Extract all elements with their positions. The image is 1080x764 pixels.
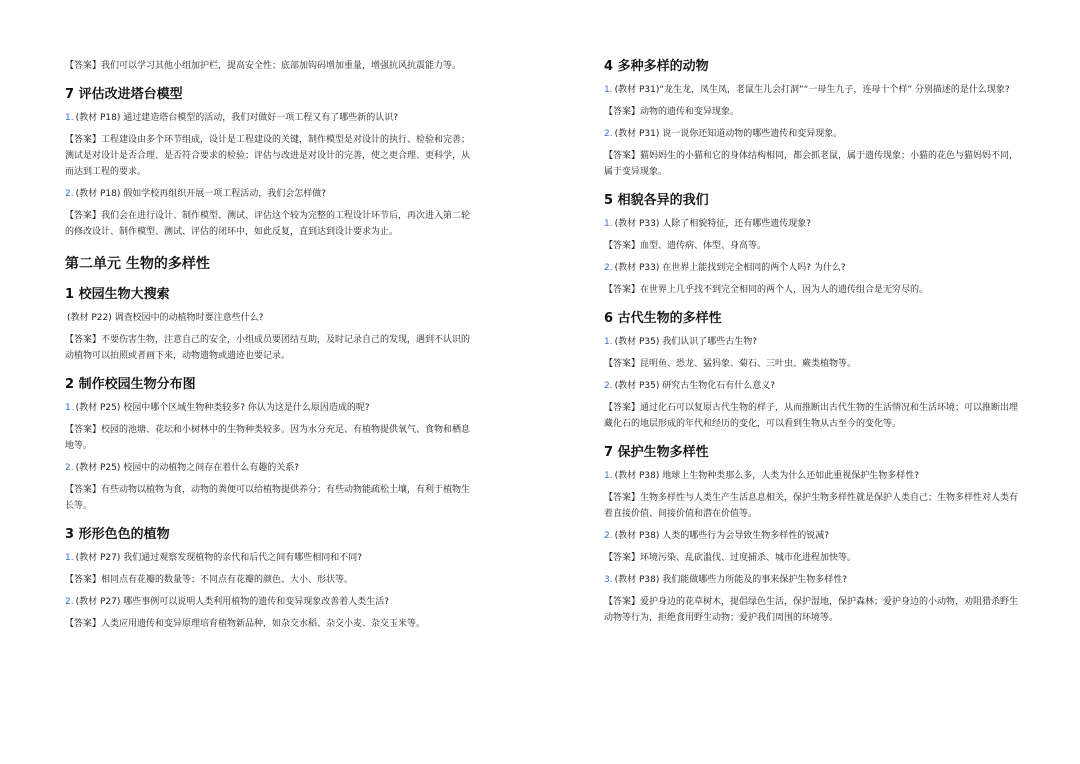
right-answer-text: 【答案】生物多样性与人类生产生活息息相关，保护生物多样性就是保护人类自己；生物多样性对人类有着直接价值、间接价值和潜在价值等。 [604, 493, 1019, 519]
question-text: (教材 P18) 假如学校再组织开展一项工程活动，我们会怎样做? [75, 189, 326, 199]
question-number: 1. [65, 553, 74, 563]
question-text: (教材 P35) 我们认识了哪些古生物? [614, 337, 757, 347]
right-answer-text: 【答案】动物的遗传和变异现象。 [604, 107, 740, 117]
left-question [65, 400, 477, 416]
left-question [65, 460, 477, 476]
right-question [604, 126, 1018, 142]
question-number: 1. [65, 403, 74, 413]
question-text: (教材 P38) 人类的哪些行为会导致生物多样性的锐减? [614, 531, 829, 541]
question-number: 1. [604, 219, 613, 229]
left-question [65, 186, 477, 202]
right-answer-text: 【答案】在世界上几乎找不到完全相同的两个人，因为人的遗传组合是无穷尽的。 [604, 285, 929, 295]
question-text: (教材 P35) 研究古生物化石有什么意义? [614, 381, 775, 391]
right-answer-text: 【答案】通过化石可以复原古代生物的样子，从而推断出古代生物的生活情况和生活环境；可以推断出埋藏化石的地层形成的年代和经历的变化，可以看到生物从古至今的变化等。 [604, 403, 1019, 429]
left-answer-text: 【答案】我们会在进行设计、制作模型、测试、评估这个较为完整的工程设计环节后，再次进入第二轮的修改设计、制作模型、测试、评估的闭环中，如此反复，直到达到设计要求为止。 [65, 211, 471, 237]
question-text: (教材 P31)“龙生龙，凤生凤，老鼠生儿会打洞”“一母生九子，连母十个样” 分别描述的是什么现象? [614, 85, 1010, 95]
question-number: 2. [65, 597, 74, 607]
right-lesson-heading: 6 古代生物的多样性 [604, 311, 722, 326]
right-question [604, 82, 1018, 98]
left-answer-text: 【答案】人类应用遗传和变异原理培育植物新品种，如杂交水稻、杂交小麦、杂交玉米等。 [65, 619, 426, 629]
question-number: 1. [604, 471, 613, 481]
right-question [604, 572, 1018, 588]
question-number: 1. [604, 337, 613, 347]
left-question [65, 594, 477, 610]
left-lesson-heading: 2 制作校园生物分布图 [65, 377, 196, 392]
question-number: 2. [604, 381, 613, 391]
question-text: (教材 P22) 调查校园中的动植物时要注意些什么? [67, 313, 264, 323]
right-lesson-heading: 4 多种多样的动物 [604, 59, 709, 74]
right-answer-text: 【答案】爱护身边的花草树木，提倡绿色生活，保护湿地，保护森林；爱护身边的小动物，劝阻猎杀野生动物等行为，拒绝食用野生动物；爱护我们周围的环境等。 [604, 597, 1019, 623]
right-question [604, 468, 1018, 484]
left-answer-text: 【答案】工程建设由多个环节组成，设计是工程建设的关键，制作模型是对设计的执行、检验和完善；测试是对设计是否合理、是否符合要求的检验；评估与改进是对设计的完善，使之更合理、更科学，从而达到工程的要求。 [65, 135, 471, 177]
left-answer-text: 【答案】我们可以学习其他小组加护栏，提高安全性；底部加钩码增加重量，增强抗风抗震能力等。 [65, 61, 462, 71]
right-answer-text: 【答案】猫妈妈生的小猫和它的身体结构相同，都会抓老鼠，属于遗传现象；小猫的花色与猫妈妈不同，属于变异现象。 [604, 151, 1019, 177]
left-answer-text: 【答案】校园的池塘、花坛和小树林中的生物种类较多。因为水分充足、有植物提供氧气、食物和栖息地等。 [65, 425, 471, 451]
question-number: 1. [65, 113, 74, 123]
question-text: (教材 P31) 说一说你还知道动物的哪些遗传和变异现象。 [614, 129, 843, 139]
question-number: 2. [604, 129, 613, 139]
left-lesson-heading: 7 评估改进塔台模型 [65, 87, 183, 102]
right-question [604, 334, 1018, 350]
question-text: (教材 P38) 地球上生物种类那么多，人类为什么还如此重视保护生物多样性? [614, 471, 919, 481]
question-text: (教材 P25) 校园中的动植物之间存在着什么有趣的关系? [75, 463, 299, 473]
question-text: (教材 P38) 我们能做哪些力所能及的事来保护生物多样性? [614, 575, 847, 585]
left-lesson-heading: 3 形形色色的植物 [65, 527, 170, 542]
left-answer-text: 【答案】相同点有花瓣的数量等；不同点有花瓣的颜色、大小、形状等。 [65, 575, 354, 585]
right-question [604, 528, 1018, 544]
left-answer-text: 【答案】有些动物以植物为食，动物的粪便可以给植物提供养分；有些动物能疏松土壤，有利于植物生长等。 [65, 485, 471, 511]
left-column [65, 58, 477, 638]
question-text: (教材 P25) 校园中哪个区域生物种类较多? 你认为这是什么原因造成的呢? [75, 403, 370, 413]
right-answer-text: 【答案】昆明鱼、恐龙、猛犸象、菊石、三叶虫、蕨类植物等。 [604, 359, 857, 369]
right-question [604, 260, 1018, 276]
question-number: 3. [604, 575, 613, 585]
right-answer-text: 【答案】环境污染、乱砍滥伐、过度捕杀、城市化进程加快等。 [604, 553, 857, 563]
right-answer-text: 【答案】血型、遗传病、体型、身高等。 [604, 241, 767, 251]
question-text: (教材 P27) 哪些事例可以说明人类利用植物的遗传和变异现象改善着人类生活? [75, 597, 389, 607]
question-number: 2. [604, 531, 613, 541]
question-text: (教材 P18) 通过建造塔台模型的活动，我们对做好一项工程又有了哪些新的认识? [75, 113, 398, 123]
question-number: 2. [604, 263, 613, 273]
right-column [604, 58, 1018, 632]
right-question [604, 378, 1018, 394]
left-lesson-heading: 1 校园生物大搜索 [65, 287, 170, 302]
right-question [604, 216, 1018, 232]
question-text: (教材 P33) 人除了相貌特征，还有哪些遗传现象? [614, 219, 811, 229]
left-unit-heading: 第二单元 生物的多样性 [65, 256, 210, 272]
question-number: 2. [65, 463, 74, 473]
left-question [65, 110, 477, 126]
left-question [65, 310, 477, 326]
right-lesson-heading: 7 保护生物多样性 [604, 445, 709, 460]
question-number: 1. [604, 85, 613, 95]
right-lesson-heading: 5 相貌各异的我们 [604, 193, 709, 208]
left-question [65, 550, 477, 566]
left-answer-text: 【答案】不要伤害生物，注意自己的安全，小组成员要团结互助，及时记录自己的发现，遇到不认识的动植物可以拍照或者画下来，动物遗物或遗迹也要记录。 [65, 335, 471, 361]
question-text: (教材 P27) 我们通过观察发现植物的亲代和后代之间有哪些相同和不同? [75, 553, 362, 563]
question-number: 2. [65, 189, 74, 199]
question-text: (教材 P33) 在世界上能找到完全相同的两个人吗? 为什么? [614, 263, 846, 273]
